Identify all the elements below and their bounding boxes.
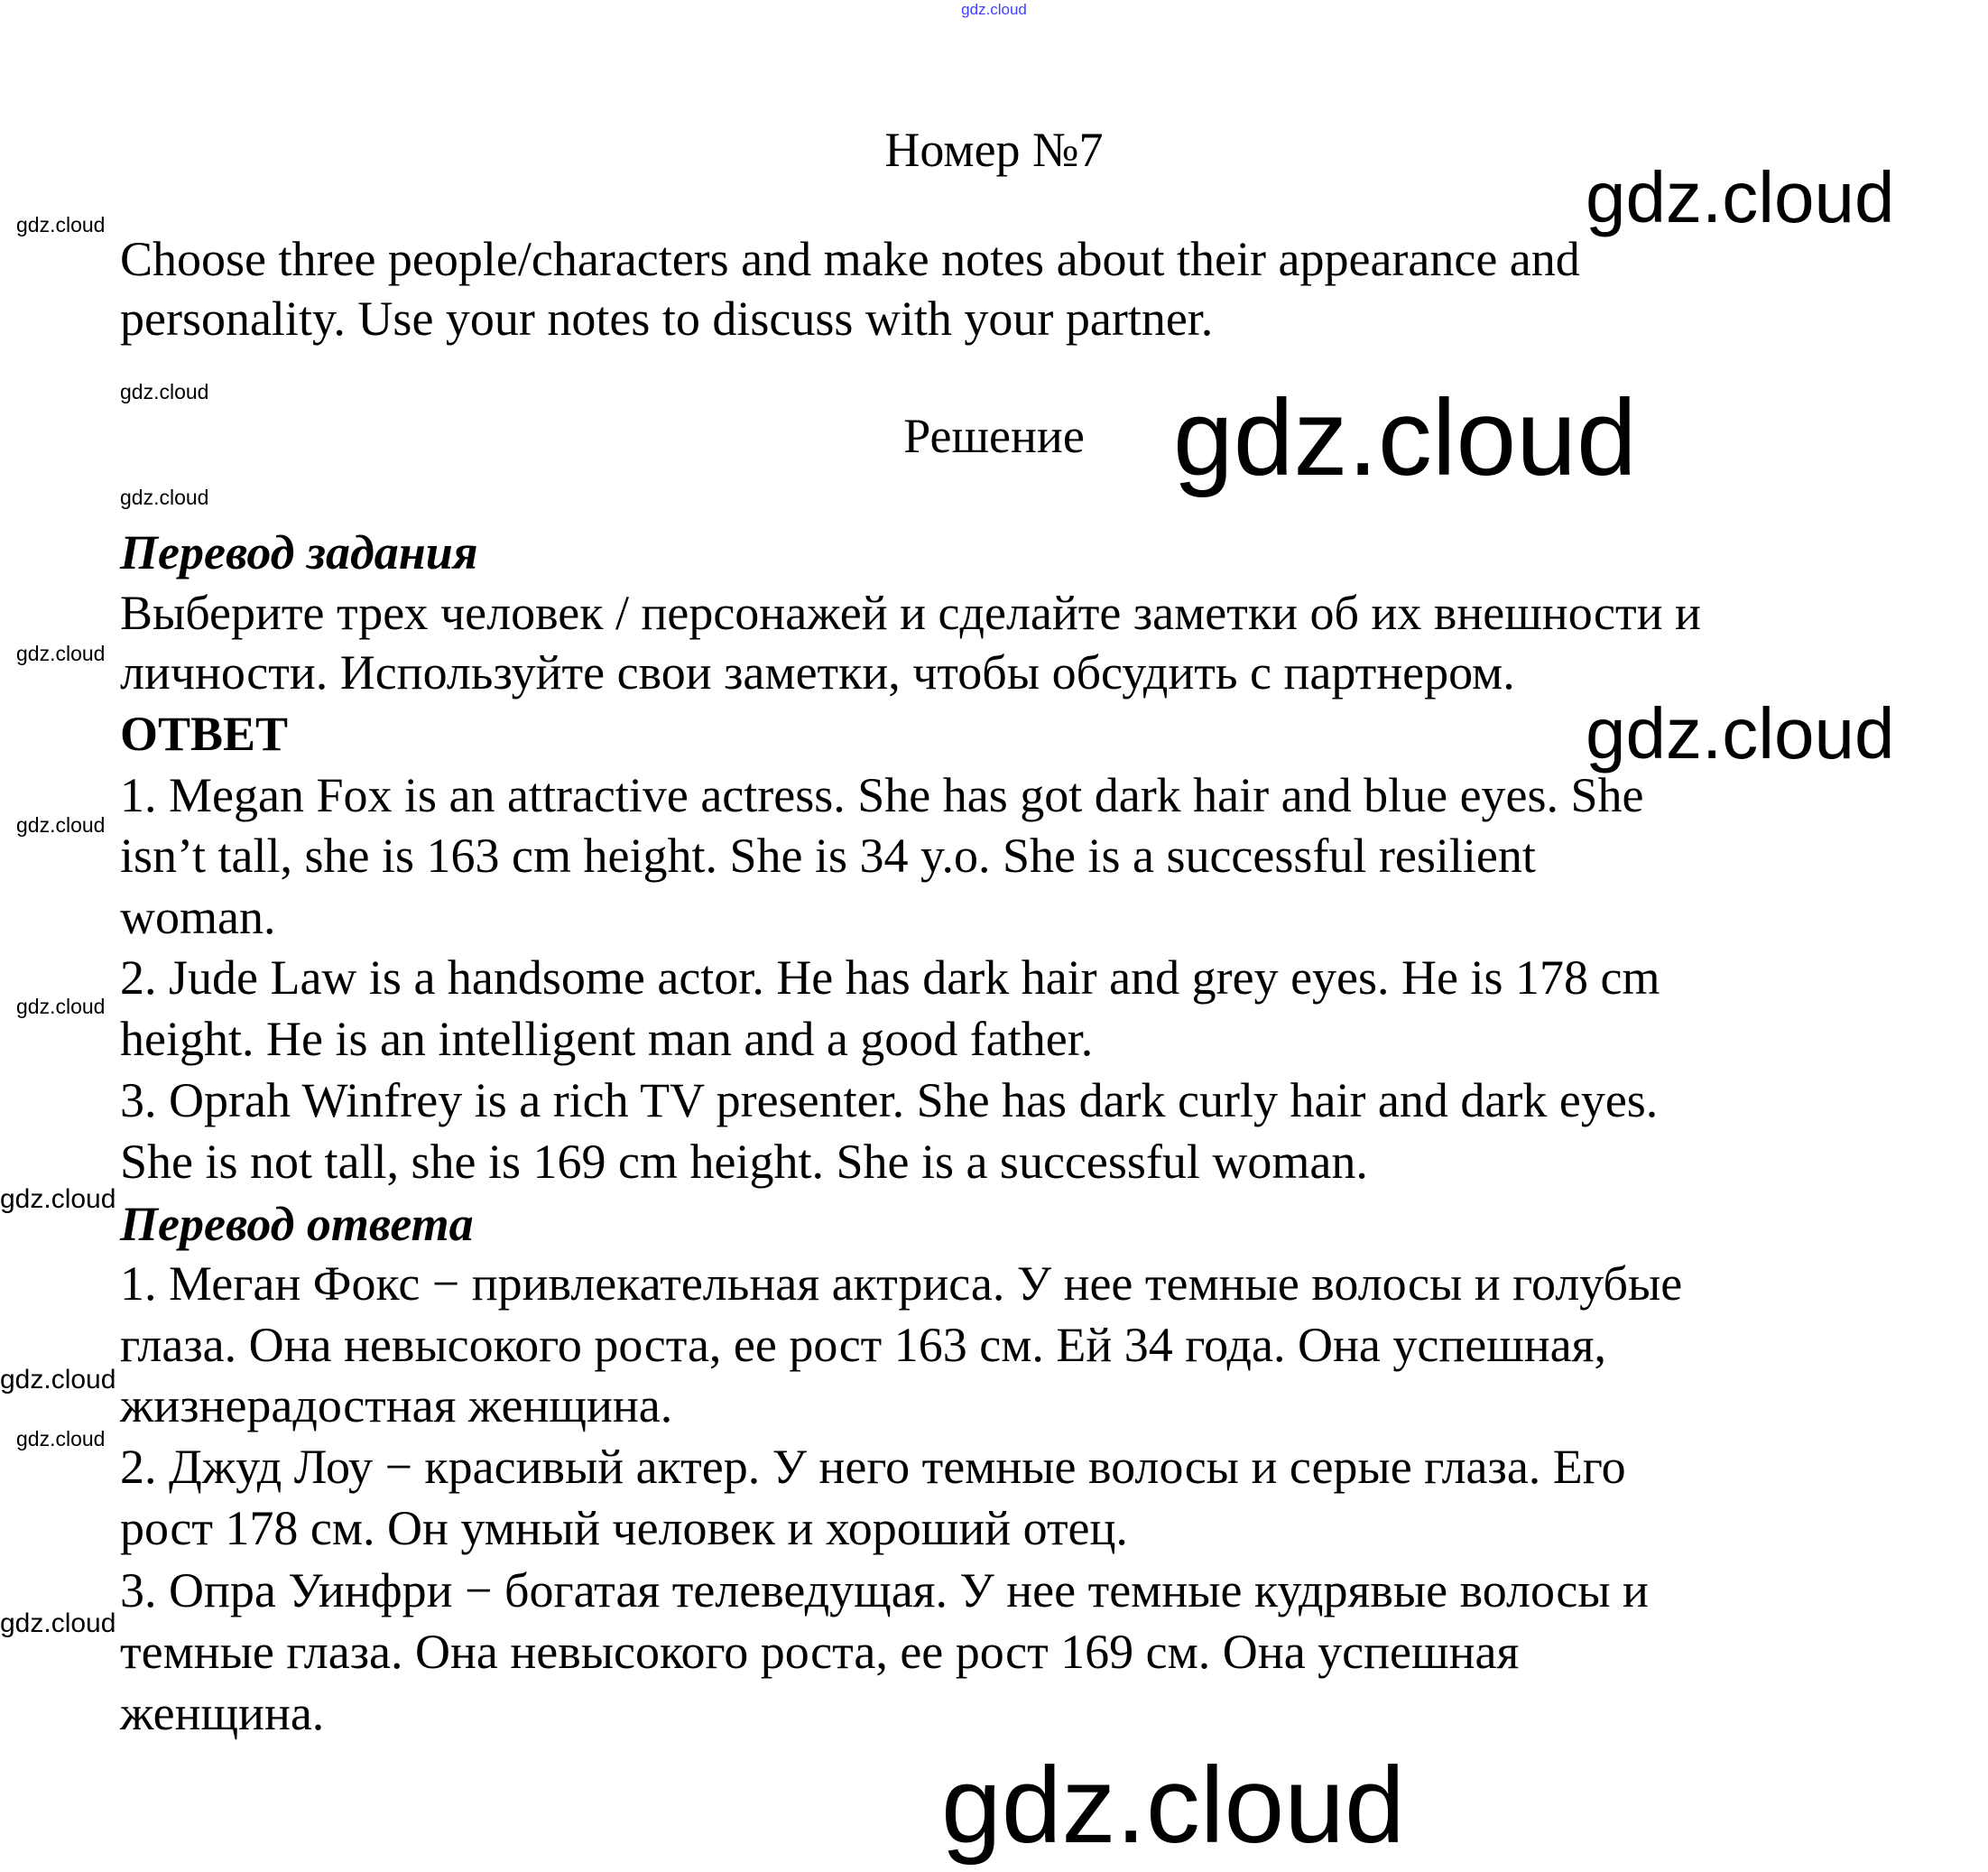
watermark-small: gdz.cloud (0, 1184, 116, 1214)
answer-translation-line: жизнерадостная женщина. (120, 1378, 673, 1432)
task-translation-heading: Перевод задания (120, 525, 478, 579)
watermark-small: gdz.cloud (0, 1365, 116, 1395)
watermark-small: gdz.cloud (120, 380, 209, 403)
answer-translation-line: 2. Джуд Лоу − красивый актер. У него темные волосы и серые глаза. Его (120, 1440, 1626, 1494)
answer-translation-line: 3. Опра Уинфри − богатая телеведущая. У нее темные кудрявые волосы и (120, 1563, 1649, 1617)
task-translation-line: личности. Используйте свои заметки, чтобы обсудить с партнером. (120, 645, 1515, 700)
task-line: personality. Use your notes to discuss with your partner. (120, 292, 1214, 346)
answer-heading: ОТВЕТ (120, 707, 289, 761)
watermark-small: gdz.cloud (16, 813, 106, 837)
answer-line: isn’t tall, she is 163 cm height. She is 34 y.o. She is a successful resilient (120, 829, 1536, 883)
answer-translation-line: женщина. (120, 1686, 325, 1740)
solution-heading: Решение (903, 409, 1085, 463)
answer-translation-line: рост 178 см. Он умный человек и хороший отец. (120, 1501, 1128, 1555)
answer-translation-line: 1. Меган Фокс − привлекательная актриса. У нее темные волосы и голубые (120, 1256, 1683, 1311)
answer-line: woman. (120, 890, 276, 944)
watermark-small: gdz.cloud (0, 1608, 116, 1638)
page-title: Номер №7 (884, 123, 1104, 177)
task-line: Choose three people/characters and make notes about their appearance and (120, 232, 1580, 286)
answer-line: height. He is an intelligent man and a good father. (120, 1012, 1094, 1066)
watermark-small: gdz.cloud (16, 642, 106, 665)
watermark-small: gdz.cloud (16, 213, 106, 236)
answer-line: 2. Jude Law is a handsome actor. He has dark hair and grey eyes. He is 178 cm (120, 950, 1660, 1005)
watermark-large: gdz.cloud (1586, 693, 1895, 774)
watermark-large: gdz.cloud (1586, 157, 1895, 237)
answer-line: She is not tall, she is 169 cm height. She is a successful woman. (120, 1135, 1368, 1189)
answer-translation-line: темные глаза. Она невысокого роста, ее рост 169 см. Она успешная (120, 1625, 1520, 1679)
watermark-small: gdz.cloud (120, 486, 209, 509)
task-translation-line: Выберите трех человек / персонажей и сделайте заметки об их внешности и (120, 586, 1701, 640)
answer-translation-heading: Перевод ответа (120, 1197, 474, 1251)
watermark-small: gdz.cloud (16, 995, 106, 1018)
watermark-large: gdz.cloud (1173, 377, 1637, 498)
watermark-small: gdz.cloud (16, 1427, 106, 1450)
answer-line: 1. Megan Fox is an attractive actress. She has got dark hair and blue eyes. She (120, 768, 1644, 822)
answer-translation-line: глаза. Она невысокого роста, ее рост 163 см. Ей 34 года. Она успешная, (120, 1318, 1606, 1372)
watermark-top: gdz.cloud (961, 1, 1027, 18)
answer-line: 3. Oprah Winfrey is a rich TV presenter. She has dark curly hair and dark eyes. (120, 1073, 1659, 1127)
watermark-large: gdz.cloud (941, 1745, 1405, 1866)
